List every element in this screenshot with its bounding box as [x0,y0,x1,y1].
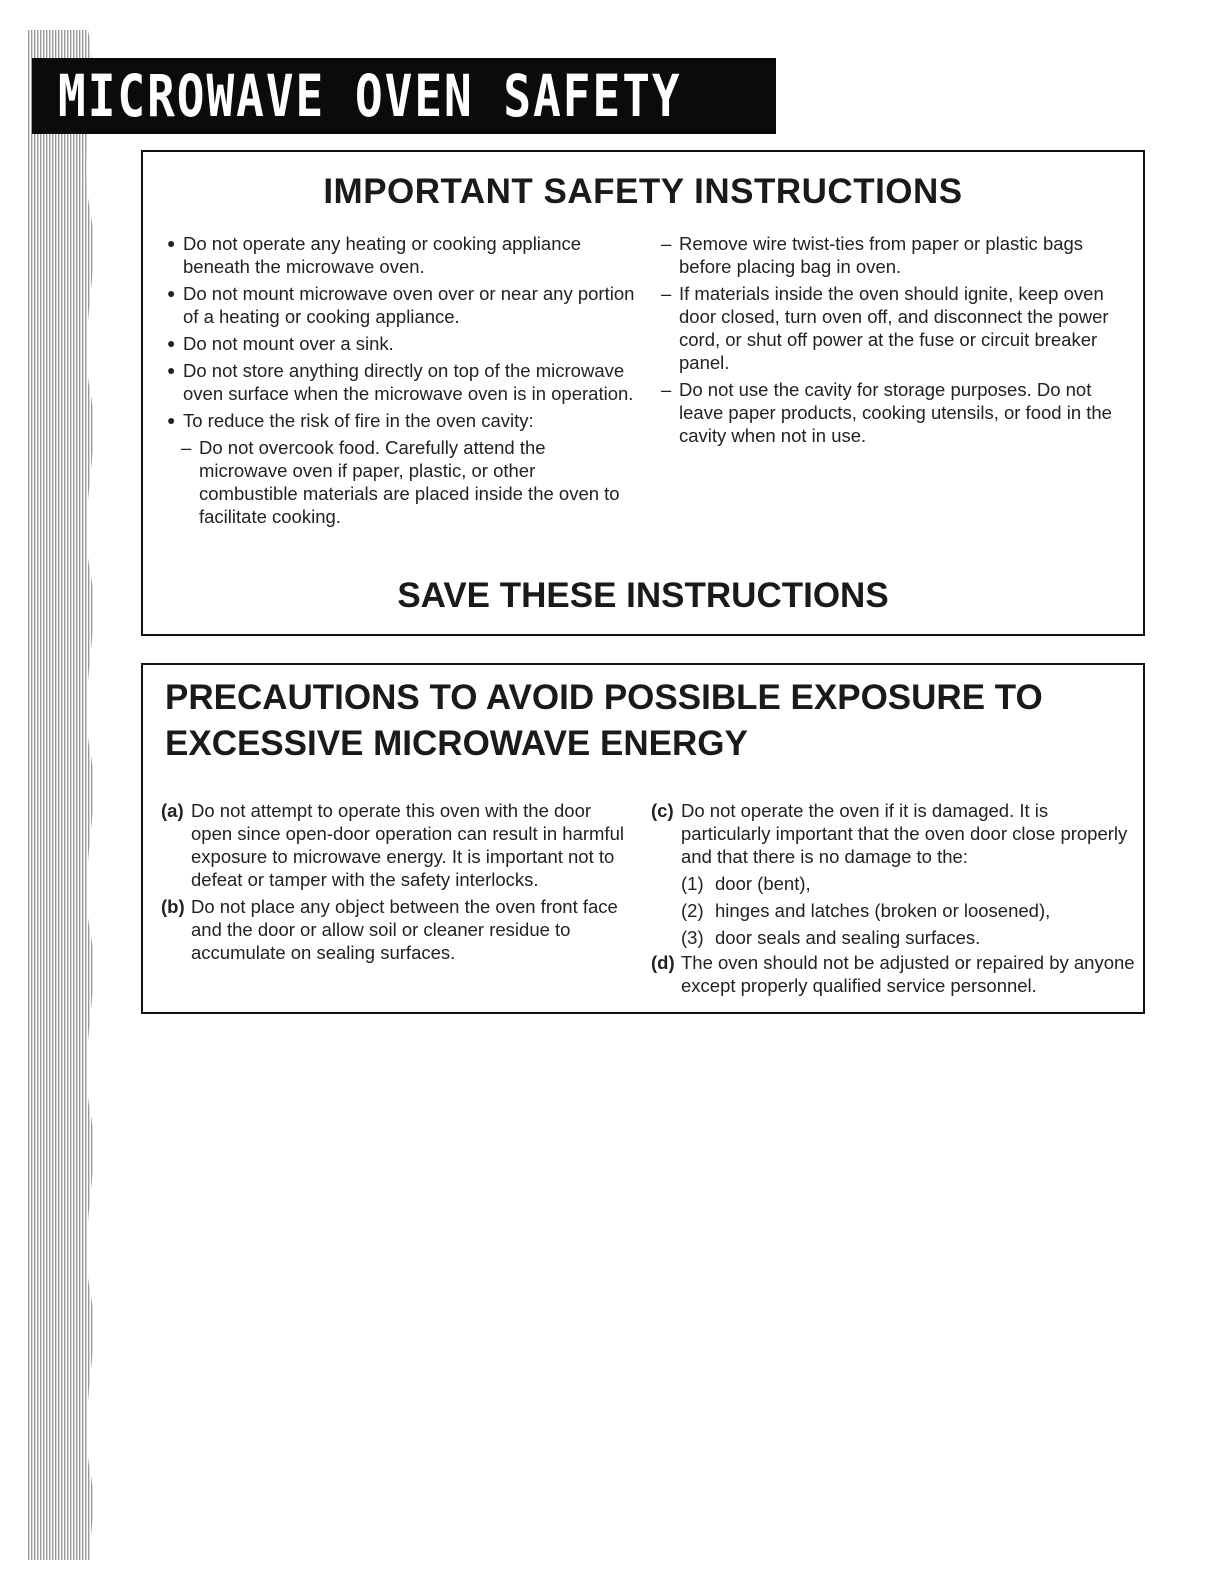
precautions-right-column [651,799,1141,1001]
bullet-icon: ● [167,335,176,351]
important-right-column [661,232,1131,451]
bullet-icon: ● [167,412,176,428]
precaution-item: (d) The oven should not be adjusted or repaired by anyone except properly qualified service personnel. [651,952,1135,996]
dash-icon: – [661,283,672,304]
important-safety-box [141,150,1145,636]
precaution-item: (b) Do not place any object between the oven front face and the door or allow soil or cleaner residue to accumulate on sealing surfaces. [161,896,618,963]
dash-icon: – [661,379,672,400]
page-header [32,58,776,134]
bullet-icon: ● [167,285,176,301]
decorative-side-stripe [28,30,100,1560]
precaution-item: (a) Do not attempt to operate this oven with the door open since open-door operation can result in harmful exposure to microwave energy. It is important not to defeat or tamper with the safety interlocks. [161,800,624,890]
precautions-title: PRECAUTIONS TO AVOID POSSIBLE EXPOSURE TO EXCESSIVE MICROWAVE ENERGY [165,678,1043,763]
dash-icon: – [661,233,672,254]
precaution-item: (c) Do not operate the oven if it is damaged. It is particularly important that the oven door close properly and that there is no damage to the: [651,800,1128,867]
list-item: ● Do not operate any heating or cooking appliance beneath the microwave oven. [167,233,582,277]
page-title: MICROWAVE OVEN SAFETY [58,62,682,130]
precautions-left-column [161,799,631,968]
sub-list-item: – If materials inside the oven should ignite, keep oven door closed, turn oven off, and disconnect the power cord, or shut off power at the fuse or circuit breaker panel. [661,283,1109,373]
sub-list-item: – Do not overcook food. Carefully attend the microwave oven if paper, plastic, or other combustible materials are placed inside the oven to facilitate cooking. [181,437,620,527]
bullet-icon: ● [167,235,176,251]
important-left-column [167,232,637,532]
dash-icon: – [181,437,192,458]
damage-list-item: (3) door seals and sealing surfaces. [681,927,981,948]
list-item: ● Do not mount microwave oven over or near any portion of a heating or cooking appliance. [167,283,635,327]
bullet-icon: ● [167,362,176,378]
list-item: ● Do not store anything directly on top of the microwave oven surface when the microwave oven is in operation. [167,360,634,404]
sub-list-item: – Do not use the cavity for storage purposes. Do not leave paper products, cooking utensils, or food in the cavity when not in use. [661,379,1112,446]
damage-list-item: (1) door (bent), [681,873,811,894]
precautions-box [141,663,1145,1014]
list-item: ● Do not mount over a sink. [167,333,394,354]
sub-list-item: – Remove wire twist-ties from paper or plastic bags before placing bag in oven. [661,233,1084,277]
important-safety-title: IMPORTANT SAFETY INSTRUCTIONS [323,172,963,211]
damage-list-item: (2) hinges and latches (broken or loosened), [681,900,1051,921]
list-item: ● To reduce the risk of fire in the oven cavity: [167,410,534,431]
save-instructions-heading: SAVE THESE INSTRUCTIONS [397,576,889,615]
